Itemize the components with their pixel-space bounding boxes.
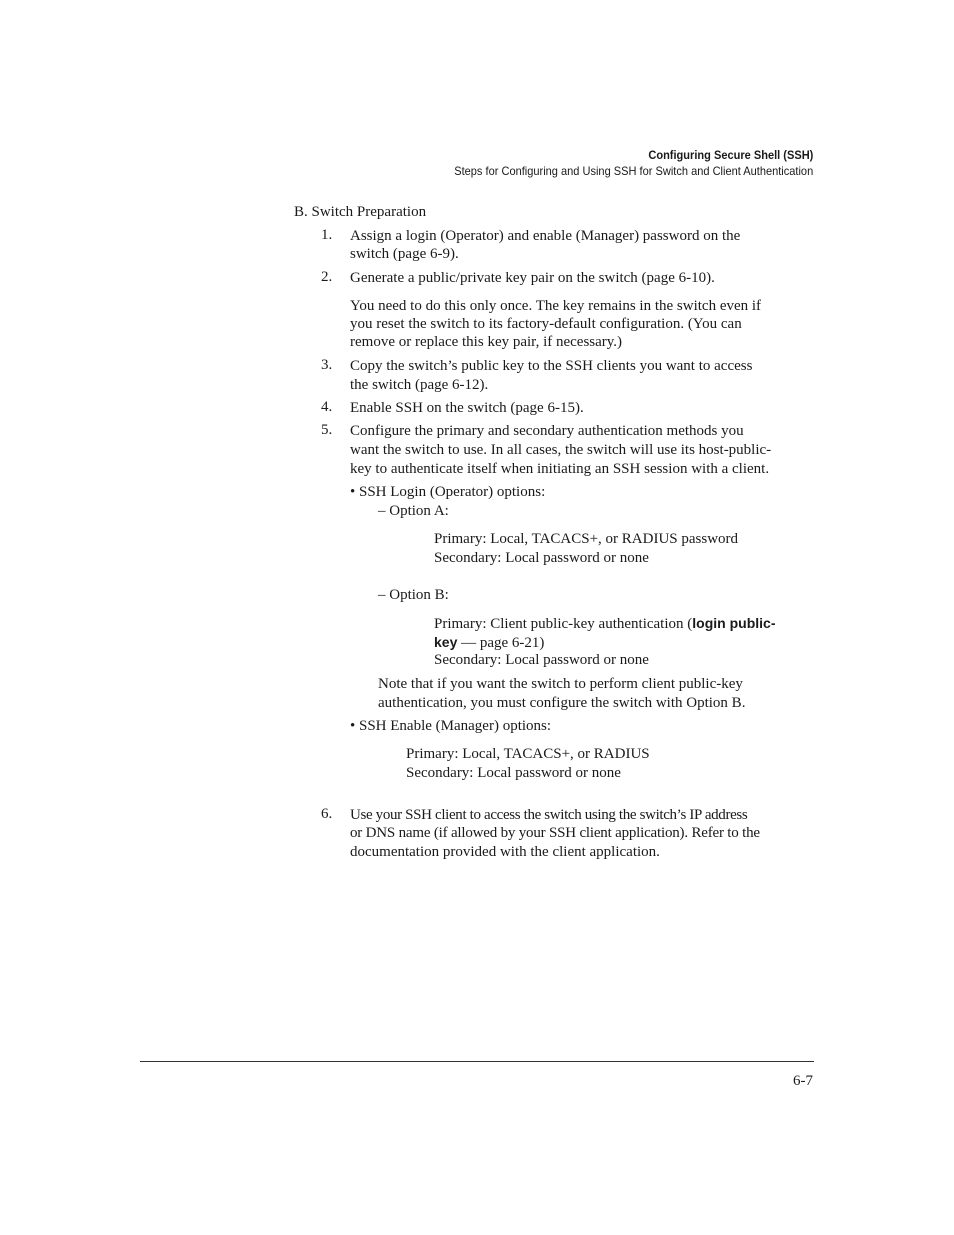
step-text-line: Assign a login (Operator) and enable (Manager) password on the [350,228,741,244]
option-b-secondary: Secondary: Local password or none [434,652,649,668]
step-text-line: documentation provided with the client application. [350,844,660,860]
step-text-line: Enable SSH on the switch (page 6-15). [350,400,584,416]
option-b-primary-cont [434,633,544,653]
footer-rule [140,1061,814,1062]
enable-primary: Primary: Local, TACACS+, or RADIUS [406,746,650,762]
login-public-key-command: login public- [692,615,776,631]
enable-options-bullet: • SSH Enable (Manager) options: [350,718,552,734]
step-number: 1. [321,227,333,243]
login-note-line: Note that if you want the switch to perform client public-key [378,676,743,692]
step-note-line: remove or replace this key pair, if necessary.) [350,334,623,350]
option-a-label: – Option A: [378,503,449,519]
step-text-line: Use your SSH client to access the switch using the switch’s IP address [350,807,748,823]
option-b-primary-suffix: — page 6-21) [457,635,545,651]
step-text-line: Configure the primary and secondary authentication methods you [350,423,744,439]
step-note-line: you reset the switch to its factory-default configuration. (You can [350,316,742,332]
section-heading: B. Switch Preparation [294,204,427,220]
section-title: Steps for Configuring and Using SSH for Switch and Client Authentication [453,164,813,178]
step-text-line: key to authenticate itself when initiating an SSH session with a client. [350,461,770,477]
option-b-primary [434,614,776,634]
chapter-title: Configuring Secure Shell (SSH) [647,148,813,162]
option-b-label: – Option B: [378,587,449,603]
step-text-line: switch (page 6-9). [350,246,459,262]
login-options-bullet: • SSH Login (Operator) options: [350,484,546,500]
step-number: 6. [321,806,333,822]
step-number: 5. [321,422,333,438]
login-public-key-command-cont: key [434,634,458,650]
page-number: 6-7 [793,1073,813,1089]
enable-secondary: Secondary: Local password or none [406,765,621,781]
step-text-line: want the switch to use. In all cases, the switch will use its host-public- [350,442,772,458]
step-text-line: Generate a public/private key pair on the switch (page 6-10). [350,270,715,286]
option-a-primary: Primary: Local, TACACS+, or RADIUS password [434,531,739,547]
step-note-line: You need to do this only once. The key remains in the switch even if [350,298,762,314]
option-a-secondary: Secondary: Local password or none [434,550,649,566]
step-text-line: Copy the switch’s public key to the SSH clients you want to access [350,358,753,374]
step-number: 3. [321,357,333,373]
step-number: 2. [321,269,333,285]
step-text-line: the switch (page 6-12). [350,377,489,393]
step-number: 4. [321,399,333,415]
option-b-primary-prefix: Primary: Client public-key authentication ( [434,616,693,632]
login-note-line: authentication, you must configure the switch with Option B. [378,695,746,711]
step-text-line: or DNS name (if allowed by your SSH client application). Refer to the [350,825,760,841]
